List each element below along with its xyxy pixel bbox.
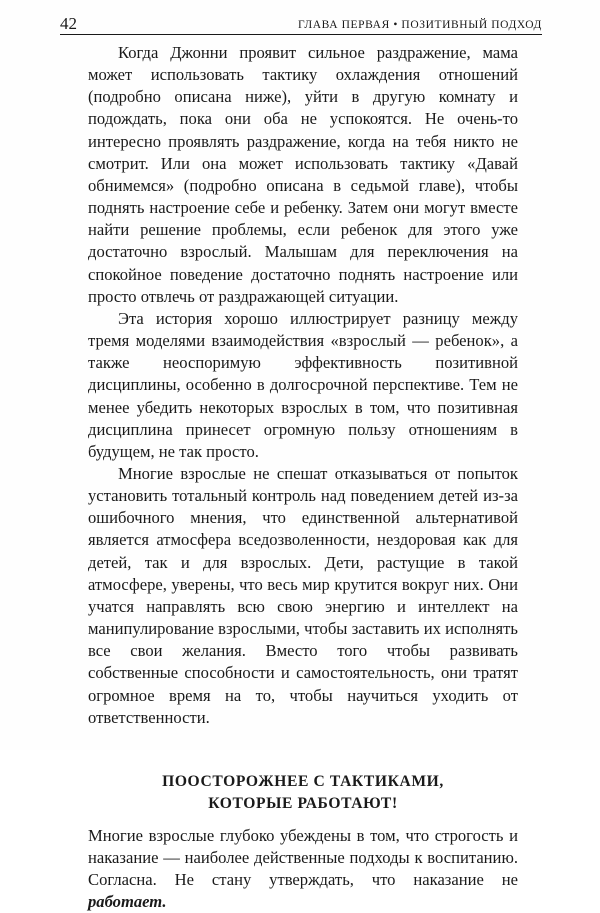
section-heading-line-2: КОТОРЫЕ РАБОТАЮТ!	[208, 794, 398, 812]
header-rule	[60, 34, 542, 35]
body-text	[88, 42, 518, 913]
paragraph-text: Многие взрослые глубоко убеждены в том, что строгость и наказание — наиболее действенные подходы к воспитанию. Согласна. Не стану утверждать, что наказание не	[88, 825, 518, 890]
paragraph: Многие взрослые не спешат отказываться от попыток установить тотальный контроль над поведением детей из-за ошибочного мнения, что единственной альтернативой является атмосфера вседозволенности, нездоровая как для детей, так и для взрослых. Дети, растущие в такой атмосфере, уверены, что весь мир крутится вокруг них. Они учатся направлять всю свою энергию и интеллект на манипулирование взрослыми, чтобы заставить их исполнять все свои желания. Вместо того чтобы развивать собственные способности и самостоятельность, они тратят огромное время на то, чтобы научиться уходить от ответственности.	[88, 463, 518, 727]
page-number: 42	[60, 14, 77, 33]
paragraph: Эта история хорошо иллюстрирует разницу между тремя моделями взаимодействия «взрослый — ребенок», а также неоспоримую эффективность позитивной дисциплины, особенно в долгосрочной перспективе. Тем не менее убедить некоторых взрослых в том, что позитивная дисциплина принесет огромную пользу отношениям в будущем, не так просто.	[88, 308, 518, 461]
paragraph	[88, 825, 518, 913]
chapter-title: ГЛАВА ПЕРВАЯ • ПОЗИТИВНЫЙ ПОДХОД	[297, 19, 542, 31]
running-header	[60, 12, 542, 34]
section-heading-line-1: ПООСТОРОЖНЕЕ С ТАКТИКАМИ,	[162, 772, 444, 790]
section-heading	[88, 771, 518, 815]
paragraph: Когда Джонни проявит сильное раздражение, мама может использовать тактику охлаждения отношений (подробно описана ниже), уйти в другую комнату и подождать, пока они оба не успокоятся. Не очень-то интересно проявлять раздражение, когда на тебя никто не смотрит. Или она может использовать тактику «Давай обнимемся» (подробно описана в седьмой главе), чтобы поднять настроение себе и ребенку. Затем они могут вместе найти решение проблемы, если ребенок для этого уже достаточно взрослый. Малышам для переключения на спокойное поведение достаточно поднять настроение или просто отвлечь от раздражающей ситуации.	[88, 43, 518, 306]
emphasized-word: работает.	[88, 892, 167, 912]
